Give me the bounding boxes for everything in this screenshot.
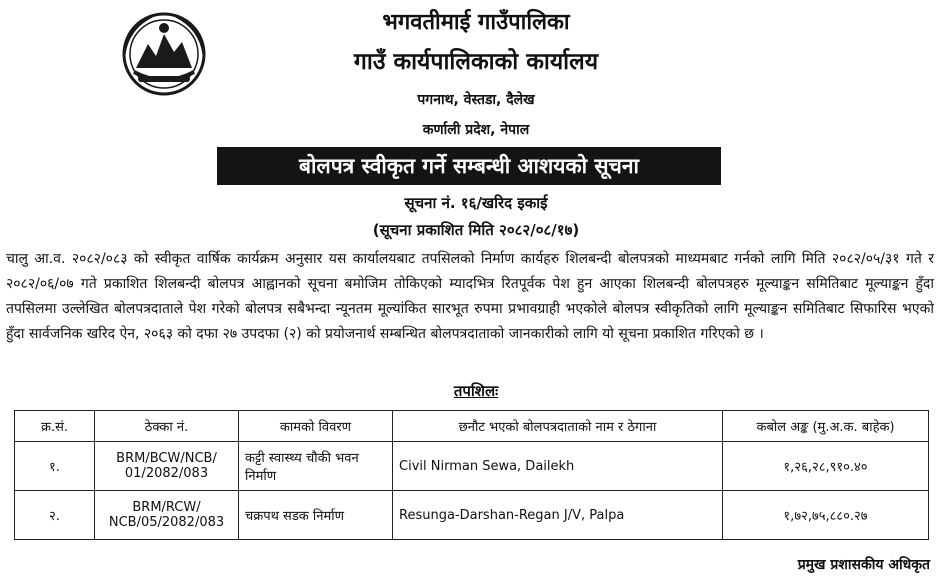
cell-sn: १. [15,442,95,491]
office-name: गाउँ कार्यपालिकाको कार्यालय [353,49,599,75]
header-description: कामको विवरण [239,411,393,442]
header-contract-no: ठेक्का नं. [95,411,239,442]
cell-description: चक्रपथ सडक निर्माण [239,491,393,540]
cell-bidder: Civil Nirman Sewa, Dailekh [393,442,723,491]
bid-results-table [14,410,929,540]
header-amount: कबोल अङ्क (मु.अ.क. बाहेक) [723,411,929,442]
cell-contract-no: BRM/BCW/NCB/ 01/2082/083 [95,442,239,491]
notice-number: सूचना नं. १६/खरिद इकाई [404,194,548,212]
table-row [15,491,929,540]
details-heading: तपशिलः [453,382,499,400]
municipality-name: भगवतीमाई गाउँपालिका [382,10,570,35]
cell-sn: २. [15,491,95,540]
notice-body: चालु आ.व. २०८२/०८३ को स्वीकृत वार्षिक कार्यक्रम अनुसार यस कार्यालयबाट तपसिलको निर्माण कार्यहरु शिलबन्दी बोलपत्रको माध्यमबाट गर्नको लागि मिति २०८२/०५/३१ गते र २०८२/०६/०७ गते प्रकाशित शिलबन्दी बोलपत्र आह्वानको सूचना बमोजिम तोकिएको म्यादभित्र रितपूर्वक पेश हुन आएका शिलबन्दी बोलपत्रहरु मूल्याङ्कन समितिबाट मूल्याङ्कन हुँदा तपसिलमा उल्लेखित बोलपत्रदाताले पेश गरेको बोलपत्र सबैभन्दा न्यूनतम मूल्यांकित सारभूत रुपमा प्रभावग्राही भएकोले बोलपत्र स्वीकृतिको लागि मूल्याङ्कन समितिबाट सिफारिस भएको हुँदा सार्वजनिक खरिद ऐन, २०६३ को दफा २७ उपदफा (२) को प्रयोजनार्थ सम्बन्धित बोलपत्रदाताको जानकारीको लागि यो सूचना प्रकाशित गरिएको छ । [6,251,934,342]
cell-contract-no: BRM/RCW/ NCB/05/2082/083 [95,491,239,540]
office-province: कर्णाली प्रदेश, नेपाल [422,122,530,138]
cell-description: कट्टी स्वास्थ्य चौकी भवन निर्माण [239,442,393,491]
header-bidder: छनौट भएको बोलपत्रदाताको नाम र ठेगाना [393,411,723,442]
header-sn: क्र.सं. [15,411,95,442]
table-row [15,442,929,491]
notice-title-banner: बोलपत्र स्वीकृत गर्ने सम्बन्धी आशयको सूचना [217,147,721,185]
signatory-title: प्रमुख प्रशासकीय अधिकृत [797,557,930,573]
cell-amount: १,२६,२८,९१०.४० [723,442,929,491]
cell-amount: १,७२,७५,८८०.२७ [723,491,929,540]
office-address: पगनाथ, वेस्तडा, दैलेख [417,92,535,108]
notice-published-date: (सूचना प्रकाशित मिति २०८२/०८/१७) [372,221,580,239]
cell-bidder: Resunga-Darshan-Regan J/V, Palpa [393,491,723,540]
table-header-row [15,411,929,442]
